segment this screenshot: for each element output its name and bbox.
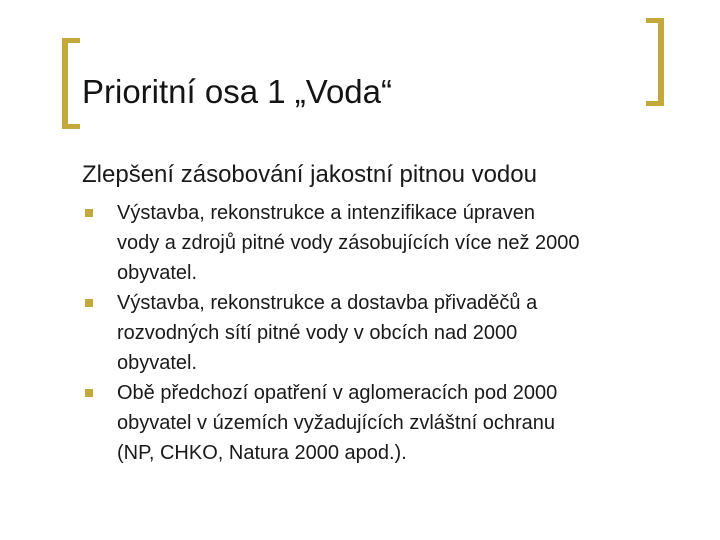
square-bullet-icon [85, 209, 93, 217]
bullet-item [82, 378, 682, 468]
bullet-line: Výstavba, rekonstrukce a intenzifikace úpraven [117, 202, 535, 224]
bullet-text [117, 288, 682, 378]
bullet-line: obyvatel v územích vyžadujících zvláštní ochranu [117, 412, 555, 434]
slide-title: Prioritní osa 1 „Voda“ [82, 73, 392, 110]
bullet-text [117, 198, 682, 288]
bullet-line: obyvatel. [117, 352, 198, 374]
square-bullet-icon [85, 299, 93, 307]
bullet-line: (NP, CHKO, Natura 2000 apod.). [117, 442, 407, 464]
bullet-text [117, 378, 682, 468]
bullet-line: Výstavba, rekonstrukce a dostavba přivaděčů a [117, 292, 538, 314]
bullet-line: obyvatel. [117, 262, 198, 284]
bullet-item [82, 198, 682, 288]
bullet-line: rozvodných sítí pitné vody v obcích nad 2000 [117, 322, 518, 344]
right-bracket-decoration [646, 18, 664, 106]
left-bracket-decoration [62, 38, 80, 129]
bullet-line: vody a zdrojů pitné vody zásobujících více než 2000 [117, 232, 580, 254]
bullet-list [82, 198, 682, 468]
slide-subtitle: Zlepšení zásobování jakostní pitnou vodou [82, 161, 537, 188]
bullet-line: Obě předchozí opatření v aglomeracích pod 2000 [117, 382, 558, 404]
bullet-item [82, 288, 682, 378]
square-bullet-icon [85, 389, 93, 397]
